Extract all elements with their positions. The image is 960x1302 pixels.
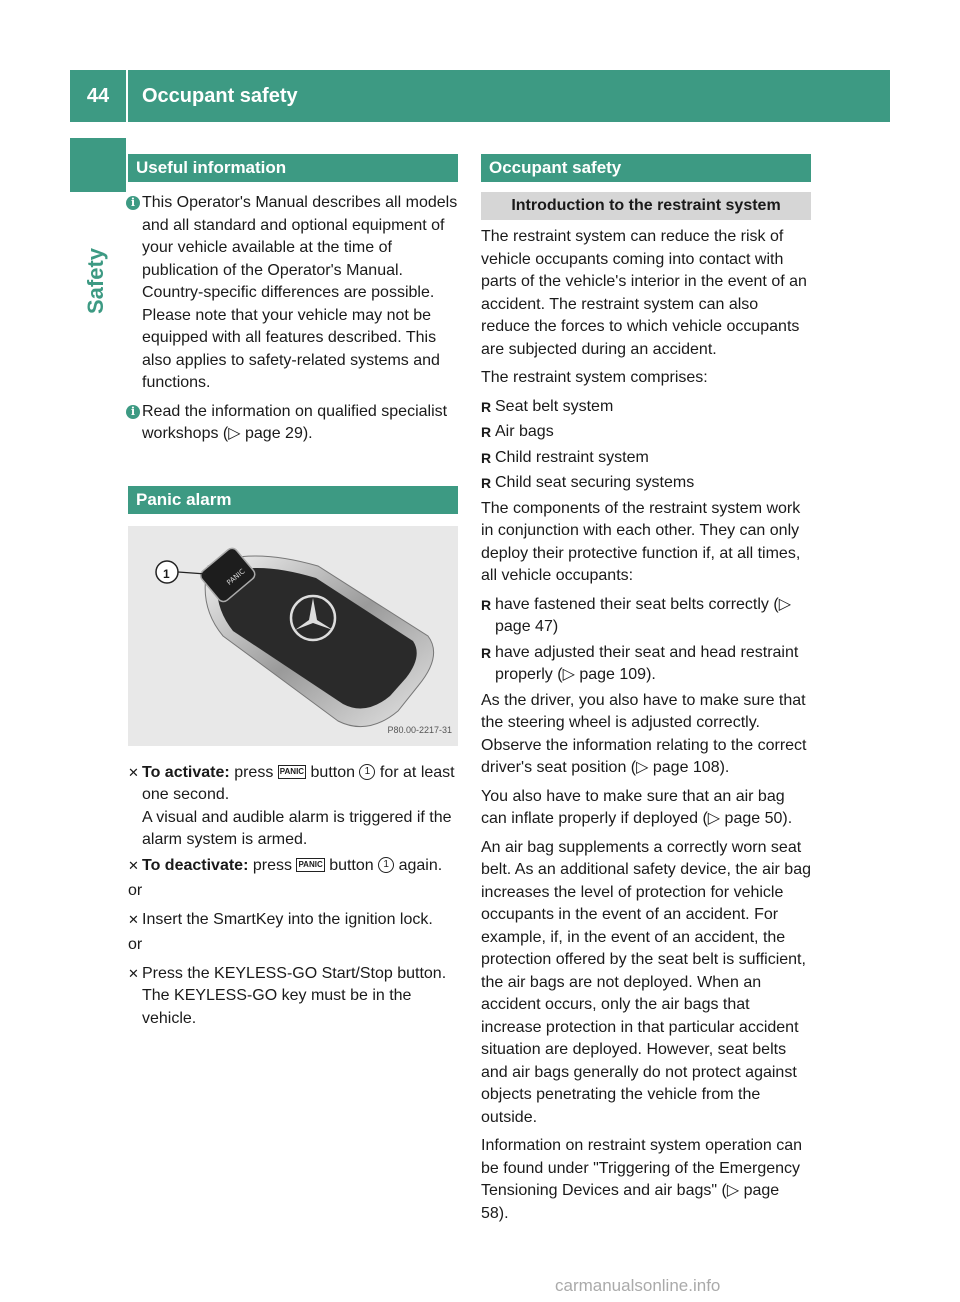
smartkey-image [128, 526, 458, 746]
side-tab-label: Safety [83, 247, 108, 314]
or-text-2: or [128, 936, 143, 953]
info-icon: i [126, 196, 140, 210]
list-item [481, 472, 811, 495]
callout-number: 1 [163, 566, 170, 581]
paragraph-7: Information on restraint system operation can be found under "Triggering of the Emergency Tensioning Devices and air bags" (▷ page 58). [481, 1137, 803, 1222]
activate-text-2: button [310, 763, 355, 781]
step-deactivate [128, 855, 458, 878]
right-column [481, 154, 811, 1231]
info-text-1: This Operator's Manual describes all models and all standard and optional equipment of your vehicle available at the time of publication of the Operator's Manual. Country-specific differences are possible. Please note that your vehicle may not be equipped with all features described. This also applies to safety-related systems and functions. [142, 194, 458, 391]
step-ignition [128, 909, 458, 932]
step-arrow-icon: ✕ [128, 911, 139, 927]
activate-text-3: for at least one second. [142, 763, 455, 803]
ignition-text: Insert the SmartKey into the ignition lock. [142, 910, 433, 928]
panic-button-icon: PANIC [278, 765, 306, 779]
step-activate [128, 762, 458, 852]
list-item-text: have fastened their seat belts correctly (▷ page 47) [495, 595, 791, 635]
bullet-icon: R [481, 596, 492, 613]
activate-note: A visual and audible alarm is triggered if the alarm system is armed. [142, 808, 452, 848]
info-note-2 [128, 401, 458, 446]
step-keyless [128, 963, 458, 1031]
list-item-text: Child seat securing systems [495, 474, 695, 491]
panic-button-icon: PANIC [296, 858, 324, 872]
restraint-intro-heading: Introduction to the restraint system [481, 192, 811, 220]
bullet-icon: R [481, 424, 492, 440]
activate-text-1: press [234, 763, 274, 781]
list-item-text: have adjusted their seat and head restraint properly (▷ page 109). [495, 643, 799, 683]
info-icon: i [126, 405, 140, 419]
list-item [481, 594, 811, 639]
image-code: P80.00-2217-31 [387, 725, 452, 735]
page-header-title: Occupant safety [128, 70, 890, 122]
bullet-icon: R [481, 475, 492, 491]
callout-icon: 1 [359, 764, 375, 780]
side-tab-block [70, 138, 126, 192]
info-note-1 [128, 192, 458, 395]
smartkey-illustration [128, 526, 458, 746]
keyless-text: Press the KEYLESS-GO Start/Stop button. [142, 964, 447, 982]
paragraph-6: An air bag supplements a correctly worn seat belt. As an additional safety device, the air bag increases the level of protection for vehicle occupants in the event of an accident. For example, if, in the event of an accident, the protection offered by the seat belt is sufficient, the air bags are not deployed. When an accident occurs, only the air bags that increase protection in that particular accident situation are deployed. However, seat belts and air bags generally do not protect against objects penetrating the vehicle from the outside. [481, 838, 811, 1126]
bullet-icon: R [481, 644, 492, 661]
list-item-text: Child restraint system [495, 448, 649, 466]
watermark: carmanualsonline.info [555, 1276, 721, 1295]
or-text-1: or [128, 882, 143, 899]
svg-text:PANIC: PANIC [225, 566, 247, 587]
list-item [481, 421, 811, 444]
list-item-text: Seat belt system [495, 397, 614, 415]
bullet-icon: R [481, 398, 492, 415]
panic-alarm-heading: Panic alarm [128, 486, 458, 514]
paragraph-4: As the driver, you also have to make sure that the steering wheel is adjusted correctly. Observe the information relating to the correct driver's seat position (▷ page 108). [481, 691, 807, 776]
paragraph-3: The components of the restraint system work in conjunction with each other. They can only deploy their protective function if, at all times, all vehicle occupants: [481, 499, 801, 584]
useful-info-heading: Useful information [128, 154, 458, 182]
callout-icon: 1 [378, 857, 394, 873]
bullet-icon: R [481, 449, 492, 466]
list-item-text: Air bags [495, 423, 554, 440]
list-item [481, 396, 811, 419]
paragraph-2: The restraint system comprises: [481, 369, 708, 386]
info-text-2: Read the information on qualified specialist workshops (▷ page 29). [142, 402, 448, 442]
deactivate-text-3: again. [398, 856, 443, 874]
deactivate-text-1: press [252, 856, 292, 874]
paragraph-1: The restraint system can reduce the risk of vehicle occupants coming into contact with parts of the vehicle's interior in the event of an accident. The restraint system can also reduce the forces to which vehicle occupants are subjected during an accident. [481, 228, 807, 358]
activate-label: To activate: [142, 763, 230, 781]
occupant-safety-heading: Occupant safety [481, 154, 811, 182]
deactivate-text-2: button [329, 856, 374, 874]
step-arrow-icon: ✕ [128, 764, 139, 780]
step-arrow-icon: ✕ [128, 857, 139, 873]
page-number: 44 [70, 70, 126, 122]
keyless-note: The KEYLESS-GO key must be in the vehicle. [142, 987, 412, 1027]
list-item [481, 642, 811, 687]
deactivate-label: To deactivate: [142, 856, 249, 874]
paragraph-5: You also have to make sure that an air bag can inflate properly if deployed (▷ page 50). [481, 787, 793, 827]
list-item [481, 447, 811, 470]
left-column [128, 154, 458, 1033]
step-arrow-icon: ✕ [128, 965, 139, 981]
